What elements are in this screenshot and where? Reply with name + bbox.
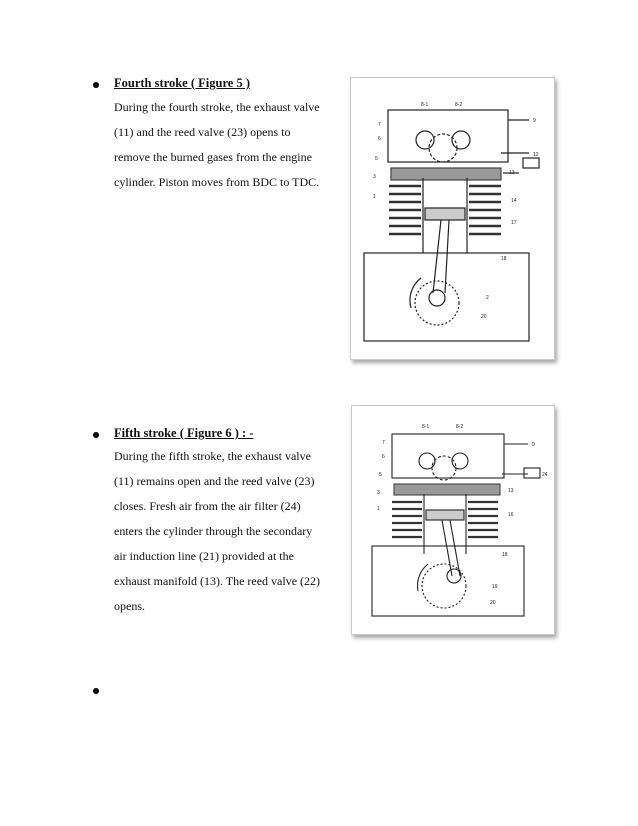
svg-text:12: 12 (533, 152, 539, 158)
bullet (93, 82, 99, 88)
svg-text:20: 20 (490, 600, 496, 606)
svg-text:7: 7 (378, 122, 381, 128)
svg-text:16: 16 (508, 512, 514, 518)
svg-text:7: 7 (382, 440, 385, 446)
paragraph-line: cylinder. Piston moves from BDC to TDC. (114, 175, 320, 189)
svg-text:24: 24 (542, 472, 548, 478)
engine-diagram-illustration (352, 406, 554, 634)
paragraph-line: closes. Fresh air from the air filter (24) (114, 499, 301, 513)
paragraph-line: (11) and the reed valve (23) opens to (114, 125, 291, 139)
section-paragraph (114, 95, 349, 195)
svg-text:8-2: 8-2 (456, 424, 464, 430)
svg-text:5: 5 (375, 156, 378, 162)
figure-5-engine-diagram (350, 77, 555, 360)
svg-text:20: 20 (481, 314, 487, 320)
bullet (93, 432, 99, 438)
engine-diagram-illustration (351, 78, 554, 359)
svg-text:9: 9 (532, 442, 535, 448)
paragraph-line: air induction line (21) provided at the (114, 549, 294, 563)
svg-text:8-1: 8-1 (422, 424, 430, 430)
svg-text:1: 1 (373, 194, 376, 200)
paragraph-line: exhaust manifold (13). The reed valve (22) (114, 574, 321, 588)
section-heading: Fifth stroke ( Figure 6 ) : - (114, 426, 254, 440)
svg-text:2: 2 (486, 295, 489, 301)
paragraph-line: opens. (114, 599, 145, 613)
svg-text:17: 17 (511, 220, 517, 226)
svg-text:3: 3 (373, 174, 376, 180)
svg-text:6: 6 (378, 136, 381, 142)
svg-text:13: 13 (509, 170, 515, 176)
svg-text:5: 5 (379, 472, 382, 478)
svg-text:19: 19 (492, 584, 498, 590)
svg-text:18: 18 (501, 256, 507, 262)
paragraph-line: enters the cylinder through the secondary (114, 524, 313, 538)
svg-text:14: 14 (511, 198, 517, 204)
paragraph-line: During the fourth stroke, the exhaust valve (114, 100, 320, 114)
svg-text:1: 1 (377, 506, 380, 512)
svg-text:6: 6 (382, 454, 385, 460)
section-heading: Fourth stroke ( Figure 5 ) (114, 76, 250, 90)
bullet (93, 688, 99, 694)
paragraph-line: remove the burned gases from the engine (114, 150, 312, 164)
svg-text:18: 18 (502, 552, 508, 558)
paragraph-line: (11) remains open and the reed valve (23) (114, 474, 315, 488)
svg-text:8-2: 8-2 (455, 102, 463, 108)
figure-6-engine-diagram (351, 405, 555, 635)
svg-text:13: 13 (508, 488, 514, 494)
svg-text:9: 9 (533, 118, 536, 124)
svg-text:3: 3 (377, 490, 380, 496)
paragraph-line: During the fifth stroke, the exhaust valve (114, 449, 311, 463)
svg-text:8-1: 8-1 (421, 102, 429, 108)
section-paragraph (114, 444, 349, 619)
